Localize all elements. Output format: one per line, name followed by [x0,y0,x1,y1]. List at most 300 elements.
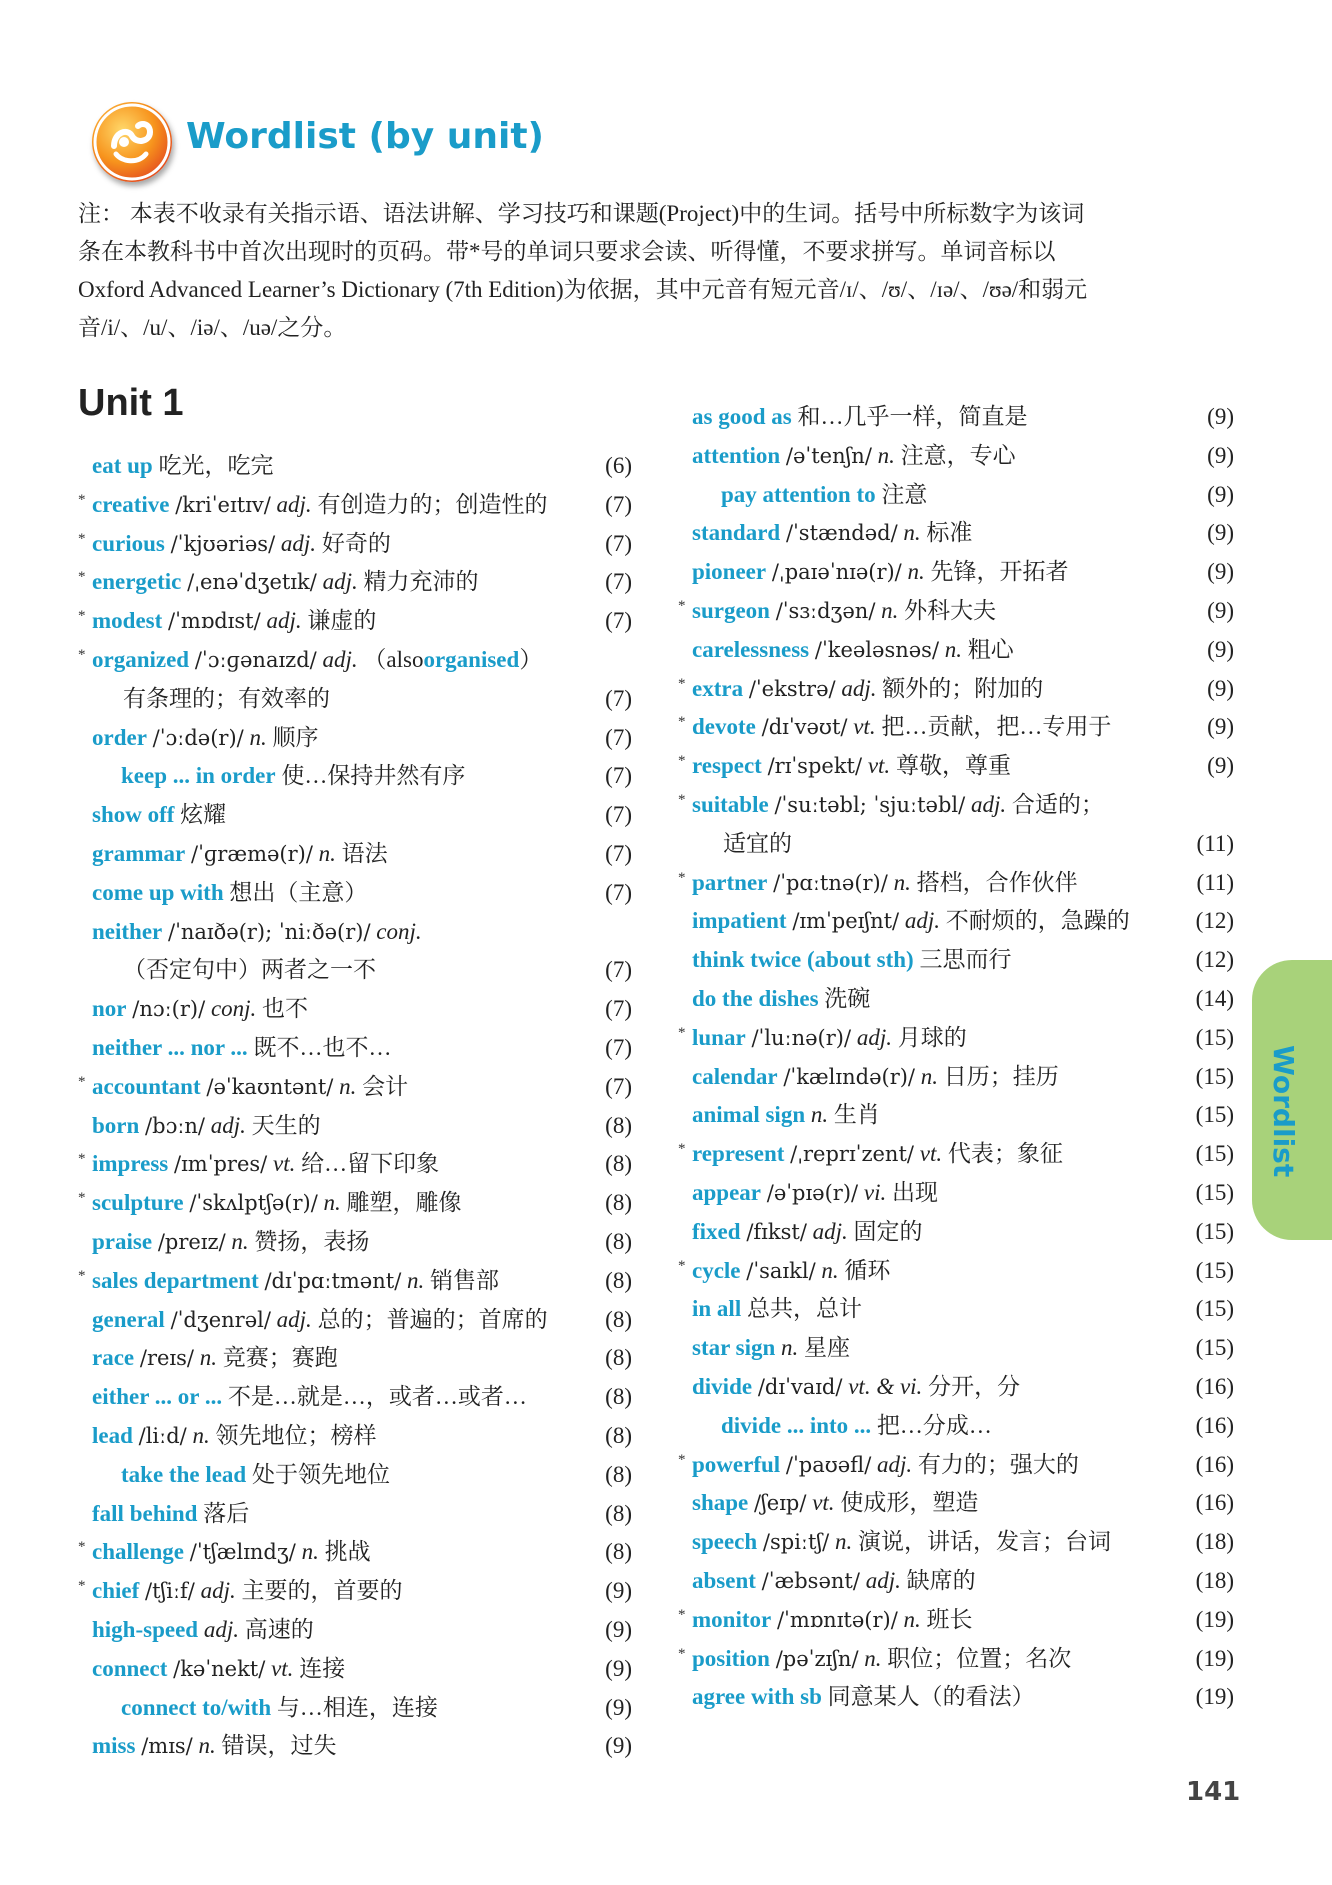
page-reference: (8) [605,1112,632,1138]
entry-text [92,1184,462,1223]
wordlist-entry [78,990,632,1029]
entry-text [692,1678,1035,1717]
page-reference: (7) [605,1034,632,1060]
entry-text [92,1029,391,1068]
headword: as good as [692,404,792,429]
note-line: 条在本教科书中首次出现时的页码。带*号的单词只要求会读、听得懂，不要求拼写。单词音标以 [78,239,1056,264]
meaning: 月球的 [897,1024,967,1050]
headword: accountant [92,1073,201,1099]
required-star: * [678,1024,686,1041]
wordlist-entry [678,553,1234,592]
pronunciation: /fɪkst/ [746,1219,807,1244]
entry-text [92,447,273,486]
headword: praise [92,1228,153,1254]
headword: carelessness [692,636,810,662]
wordlist-entry [678,1484,1234,1523]
headword: devote [692,714,756,740]
meaning: 竞赛；赛跑 [222,1345,338,1371]
headword: impress [92,1151,169,1177]
pronunciation: /ɪmˈpeɪʃnt/ [792,909,900,934]
part-of-speech: adj. [203,1616,239,1642]
wordlist-entry [678,1058,1234,1097]
page-reference: (7) [605,491,632,517]
wordlist-column-right [678,398,1234,1717]
entry-text [92,563,478,602]
page-reference: (9) [605,1616,632,1642]
meaning: 使…保持井然有序 [281,763,466,789]
entry-text [692,1329,850,1368]
headword: partner [692,869,768,895]
meaning: 适宜的 [723,830,792,856]
pronunciation: /ˈekstrə/ [748,676,836,701]
entry-text [121,1689,438,1728]
page-reference: (12) [1195,947,1234,973]
wordlist-entry [78,525,632,564]
wordlist-entry [678,592,1234,631]
meaning: 把…贡献，把…专用于 [881,714,1112,740]
page-reference: (7) [605,840,632,866]
meaning: 连接 [299,1655,346,1681]
entry-text [692,786,1104,825]
entry-text [92,525,391,564]
headword: order [92,724,147,750]
page-reference: (9) [1207,442,1234,468]
wordlist-entry [78,1339,632,1378]
wordlist-entry [678,1174,1234,1213]
meaning: 给…留下印象 [301,1151,440,1177]
entry-text [92,719,318,758]
pronunciation: /ˌpaɪəˈnɪə(r)/ [771,560,902,585]
wordlist-entry [678,941,1234,980]
wordlist-entry [678,980,1234,1019]
required-star: * [678,1645,686,1662]
page-reference: (19) [1195,1645,1234,1671]
meaning: 额外的；附加的 [882,675,1044,701]
meaning: 与…相连，连接 [276,1694,438,1720]
wordlist-entry [678,670,1234,709]
page-reference: (9) [1207,675,1234,701]
page-reference: (19) [1195,1684,1234,1710]
headword: absent [692,1567,756,1593]
part-of-speech: adj. [276,1306,312,1332]
pronunciation: /ˈskʌlptʃə(r)/ [189,1191,318,1216]
meaning: 生肖 [833,1102,880,1128]
headword: nor [92,996,127,1022]
wordlist-entry [78,680,632,719]
page-reference: (8) [605,1500,632,1526]
entry-text [692,902,1130,941]
meaning: 合适的； [1011,791,1104,817]
part-of-speech: n. [903,520,921,546]
pronunciation: /ˈsɜːdʒən/ [775,598,876,623]
page-reference: (9) [605,1655,632,1681]
entry-text [692,980,870,1019]
part-of-speech: adj. [266,608,302,634]
wordlist-entry [78,1456,632,1495]
required-star: * [678,869,686,886]
pronunciation: /nɔː(r)/ [132,997,206,1022]
page-reference: (8) [605,1422,632,1448]
page-reference: (8) [605,1461,632,1487]
page-reference: (7) [605,879,632,905]
pronunciation: /əˈtenʃn/ [785,443,872,468]
wordlist-entry [78,1611,632,1650]
headword: keep ... in order [121,763,276,789]
entry-text [721,476,927,515]
headword: attention [692,442,781,468]
part-of-speech: vi. [863,1179,887,1205]
part-of-speech: vt. [867,753,891,779]
page-reference: (11) [1196,869,1234,895]
wordlist-entry [678,1290,1234,1329]
meaning-close: ） [519,646,543,672]
meaning: 语法 [341,840,388,866]
alternate-spelling: organised [423,646,520,672]
entry-text [92,641,542,680]
meaning: 销售部 [430,1267,500,1293]
pronunciation: /ˈmɒdɪst/ [168,609,261,634]
wordlist-entry [678,747,1234,786]
entry-text [92,1727,337,1766]
headword: creative [92,491,170,517]
part-of-speech: conj. [376,918,422,944]
part-of-speech: n. [944,636,963,662]
part-of-speech: n. [318,840,336,866]
wordlist-entry [78,1495,632,1534]
entry-text [692,1058,1059,1097]
headword: suitable [692,791,769,817]
part-of-speech: adj. [280,530,317,556]
headword: agree with sb [692,1684,822,1710]
part-of-speech: n. [877,442,895,468]
required-star: * [78,1073,86,1090]
meaning: 分开，分 [928,1373,1021,1399]
entry-text [692,1562,976,1601]
wordlist-entry [678,437,1234,476]
wordlist-entry [678,1135,1234,1174]
entry-text [692,941,1011,980]
meaning: 高速的 [244,1616,314,1642]
headword: eat up [92,453,153,478]
wordlist-entry [678,1446,1234,1485]
pronunciation: /ˈɔːdə(r)/ [152,725,244,750]
entry-text [692,1640,1071,1679]
page-number: 141 [1186,1777,1241,1807]
wordlist-entry [678,864,1234,903]
entry-text [692,1135,1063,1174]
meaning: （否定句中）两者之一不 [123,957,376,983]
page-reference: (9) [1207,753,1234,779]
entry-text [92,913,422,952]
pronunciation: /mɪs/ [141,1734,193,1759]
meaning: 外科大夫 [904,597,997,623]
headword: neither [92,918,163,944]
entry-text [692,1523,1111,1562]
entry-text [692,1174,938,1213]
page-reference: (8) [605,1190,632,1216]
entry-text [692,1446,1079,1485]
page-reference: (15) [1195,1141,1234,1167]
part-of-speech: adj. [210,1112,246,1138]
page-reference: (9) [1207,636,1234,662]
pronunciation: /ʃeɪp/ [754,1491,807,1516]
pronunciation: /dɪˈpɑːtmənt/ [264,1268,402,1293]
pronunciation: /spiːtʃ/ [762,1530,830,1555]
page-reference: (8) [605,1345,632,1371]
part-of-speech: adj. [865,1567,901,1593]
entry-text [692,514,972,553]
page-reference: (15) [1195,1218,1234,1244]
required-star: * [78,530,86,547]
meaning: 三思而行 [919,947,1012,973]
entry-text [692,1252,890,1291]
headword: grammar [92,840,186,866]
page-reference: (7) [605,1073,632,1099]
wordlist-entry [78,1378,632,1417]
page-reference: (15) [1195,1296,1234,1322]
headword: chief [92,1578,140,1604]
headword: appear [692,1179,761,1205]
headword: speech [692,1529,758,1555]
page-reference: (18) [1195,1529,1234,1555]
headword: standard [692,520,781,546]
entry-text [692,553,1069,592]
entry-text [92,796,226,835]
entry-text [92,1611,314,1650]
page-reference: (16) [1195,1451,1234,1477]
headword: show off [92,802,175,828]
headword: curious [92,530,165,556]
pronunciation: /rɪˈspekt/ [767,754,863,779]
required-star: * [78,1578,86,1595]
headword: connect to/with [121,1694,272,1720]
meaning: 出现 [891,1179,938,1205]
entry-text [92,1572,403,1611]
headword: powerful [692,1451,781,1477]
required-star: * [678,714,686,731]
meaning: 主要的，首要的 [241,1578,403,1604]
wordlist-entry [678,786,1234,825]
headword: challenge [92,1539,184,1565]
headword: pioneer [692,559,767,585]
part-of-speech: n. [231,1228,249,1254]
entry-text [92,1107,321,1146]
pronunciation: /əˈpɪə(r)/ [766,1180,859,1205]
entry-text [92,1378,527,1417]
wordlist-entry [78,1727,632,1766]
side-tab-label: Wordlist [1267,1045,1300,1178]
page-reference: (7) [605,724,632,750]
required-star: * [78,491,86,508]
meaning: 有力的；强大的 [917,1451,1079,1477]
headword: divide [692,1373,753,1399]
meaning: 固定的 [853,1218,923,1244]
part-of-speech: adj. [841,675,877,701]
entry-text [92,835,388,874]
wordlist-entry [678,1678,1234,1717]
headword: sales department [92,1267,259,1293]
wordlist-entry [678,1640,1234,1679]
wordlist-entry [78,1572,632,1611]
meaning: 不耐烦的，急躁的 [945,908,1130,934]
pronunciation: /ˈtʃælɪndʒ/ [189,1540,296,1565]
entry-text [723,825,792,864]
wordlist-entry [78,796,632,835]
wordlist-entry [78,1650,632,1689]
part-of-speech: adj. [812,1218,848,1244]
meaning: 使成形，塑造 [840,1490,979,1516]
part-of-speech: adj. [322,646,358,672]
entry-text [692,1213,923,1252]
wordlist-entry [78,563,632,602]
meaning: 顺序 [272,724,319,750]
part-of-speech: adj. [904,908,941,934]
headword: think twice (about sth) [692,947,914,973]
part-of-speech: adj. [856,1024,892,1050]
note-line: 注： 本表不收录有关指示语、语法讲解、学习技巧和课题(Project)中的生词。括号中所标数字为该词 [78,201,1085,226]
page-reference: (7) [605,763,632,789]
headword: shape [692,1490,749,1516]
meaning: 注意 [881,481,928,507]
page-title: Wordlist (by unit) [186,116,545,157]
page-reference: (8) [605,1539,632,1565]
pronunciation: /ˈpaʊəfl/ [785,1452,872,1477]
pronunciation: /pəˈzɪʃn/ [775,1646,859,1671]
wordlist-entry [78,835,632,874]
note-line: Oxford Advanced Learner’s Dictionary (7th Edition)为依据，其中元音有短元音/ɪ/、/ʊ/、/ɪə/、/ʊə/和弱元 [78,277,1088,302]
wordlist-entry [678,902,1234,941]
part-of-speech: n. [339,1073,357,1099]
meaning: 赞扬，表扬 [254,1228,370,1254]
pronunciation: /əˈkaʊntənt/ [206,1074,334,1099]
entry-text [692,592,996,631]
required-star: * [678,1606,686,1623]
page-reference: (7) [605,957,632,983]
headword: fixed [692,1218,741,1244]
part-of-speech: n. [903,1606,921,1632]
page-reference: (8) [605,1306,632,1332]
meaning: 日历；挂历 [943,1063,1059,1089]
meaning: 缺席的 [906,1567,976,1593]
page-reference: (16) [1195,1490,1234,1516]
entry-text [92,1068,408,1107]
meaning: 和…几乎一样，简直是 [797,404,1028,429]
meaning: 职位；位置；名次 [887,1645,1072,1671]
headword: pay attention to [721,481,876,507]
part-of-speech: conj. [210,996,257,1022]
wordlist-entry [78,1029,632,1068]
headword: cycle [692,1257,741,1283]
meaning: 谦虚的 [307,608,377,634]
pronunciation: /ˈsuːtəbl; ˈsjuːtəbl/ [774,792,966,817]
entry-text [92,1339,338,1378]
meaning: 领先地位；榜样 [215,1422,377,1448]
wordlist-entry [678,476,1234,515]
entry-text [692,1290,862,1329]
pronunciation: /ˌreprɪˈzent/ [790,1142,914,1167]
headword: in all [692,1296,742,1322]
required-star: * [78,1151,86,1168]
wordlist-entry [678,1252,1234,1291]
entry-text [692,398,1027,437]
part-of-speech: vt. [273,1151,296,1177]
part-of-speech: n. [199,1345,218,1371]
headword: impatient [692,908,787,934]
wordlist-entry [78,951,632,990]
page-reference: (8) [605,1228,632,1254]
pronunciation: /ˈstændəd/ [785,521,898,546]
page-reference: (9) [605,1578,632,1604]
part-of-speech: n. [407,1267,425,1293]
meaning: 不是…就是…，或者…或者… [227,1384,527,1410]
pronunciation: /ˈɔːɡənaɪzd/ [194,647,317,672]
entry-text [92,1495,249,1534]
entry-text [92,602,376,641]
wordlist-entry [78,719,632,758]
wordlist-entry [678,1562,1234,1601]
meaning: 挑战 [324,1539,371,1565]
meaning: 精力充沛的 [363,569,479,595]
part-of-speech: vt. [271,1655,294,1681]
meaning: 循环 [844,1257,891,1283]
intro-note [78,195,1240,347]
page-reference: (16) [1195,1373,1234,1399]
pronunciation: /ˈmɒnɪtə(r)/ [776,1607,898,1632]
part-of-speech: adj. [877,1451,913,1477]
required-star: * [78,646,86,663]
headword: monitor [692,1606,772,1632]
page-reference: (15) [1195,1102,1234,1128]
page-reference: (15) [1195,1335,1234,1361]
headword: position [692,1645,770,1671]
entry-text [123,680,330,719]
headword: animal sign [692,1102,806,1128]
meaning: 星座 [804,1335,851,1361]
part-of-speech: adj. [970,791,1007,817]
meaning: 吃光，吃完 [158,453,274,478]
headword: lunar [692,1024,746,1050]
page-reference: (9) [605,1733,632,1759]
page-reference: (19) [1195,1606,1234,1632]
page-reference: (8) [605,1267,632,1293]
pronunciation: /dɪˈvəʊt/ [761,715,848,740]
required-star: * [78,1190,86,1207]
page-reference: (7) [605,608,632,634]
pronunciation: /kriˈeɪtɪv/ [175,492,271,517]
headword: represent [692,1141,785,1167]
meaning: 注意，专心 [900,442,1016,468]
entry-text [92,1301,548,1340]
unit-heading: Unit 1 [78,382,184,424]
wordlist-entry [678,1407,1234,1446]
required-star: * [678,675,686,692]
page-reference: (16) [1195,1412,1234,1438]
part-of-speech: vt. [919,1141,943,1167]
part-of-speech: n. [881,597,899,623]
entry-text [692,1368,1020,1407]
required-star: * [78,1267,86,1284]
entry-text [92,874,367,913]
pronunciation: /dɪˈvaɪd/ [757,1374,843,1399]
required-star: * [678,1451,686,1468]
wordlist-entry [78,1417,632,1456]
part-of-speech: n. [834,1529,853,1555]
pronunciation: /ˈdʒenrəl/ [170,1307,271,1332]
headword: race [92,1345,135,1371]
wordlist-column-left [78,447,632,1766]
meaning: 错误，过失 [221,1733,337,1759]
entry-text [121,1456,390,1495]
